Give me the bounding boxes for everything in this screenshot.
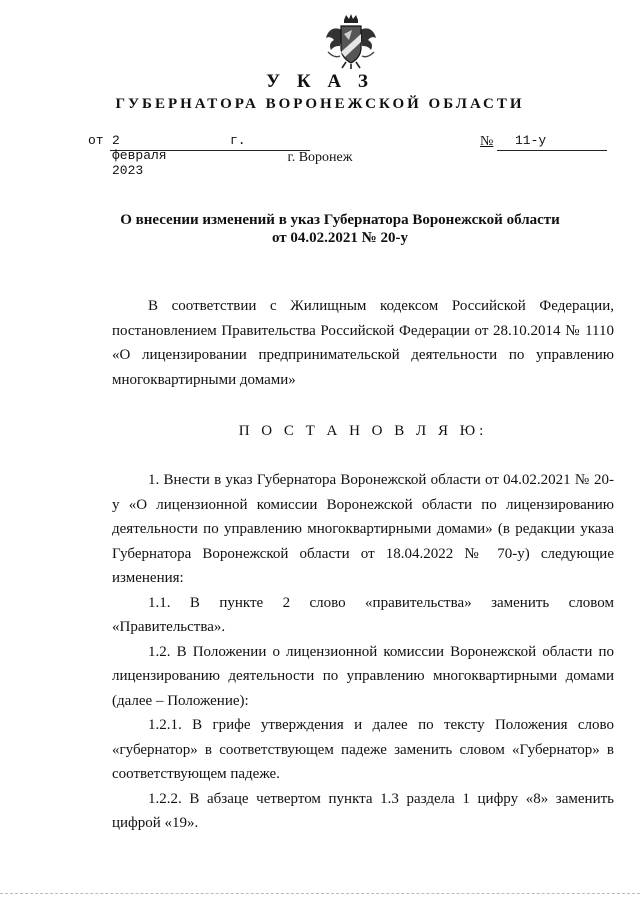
item-1-2: 1.2. В Положении о лицензионной комиссии Воронежской области по лицензированию деятельности по управлению многоквартирными домами (далее – Положение): [112,643,614,709]
item-1: 1. Внести в указ Губернатора Воронежской области от 04.02.2021 № 20-у «О лицензионной комиссии Воронежской области по лицензированию деятельности по управлению многоквартирными домами» (в редакции указа Губернатора Воронежской области от 18.04.2022 № 70-у) следующие изменения: [112,472,614,586]
intro-paragraph: В соответствии с Жилищным кодексом Российской Федерации, постановлением Правительства Российской Федерации от 28.10.2014 № 1110 «О лицензировании предпринимательской деятельности по управлению многоквартирными домами» [112,298,614,388]
document-body [112,294,614,836]
city-label: г. Воронеж [287,150,353,165]
item-1-1: 1.1. В пункте 2 слово «правительства» заменить словом «Правительства». [112,594,614,635]
decree-word: П О С Т А Н О В Л Я Ю: [238,423,488,439]
heading-line-2: от 04.02.2021 № 20-у [272,230,408,246]
document-number: 11-у [515,133,547,148]
heading-line-1: О внесении изменений в указ Губернатора Воронежской области [120,212,560,228]
date-prefix: от [88,133,104,148]
date-value: 2 февраля 2023 [112,133,167,178]
coat-of-arms-icon [322,12,380,70]
issuer-title: ГУБЕРНАТОРА ВОРОНЕЖСКОЙ ОБЛАСТИ [115,96,525,112]
number-label: № [480,134,494,149]
document-type-title: У К А З [266,71,374,92]
document-heading [100,211,580,247]
date-suffix: г. [230,133,246,148]
item-1-2-1: 1.2.1. В грифе утверждения и далее по тексту Положения слово «губернатор» в соответствующем падеже заменить словом «Губернатор» в соответствующем падеже. [112,717,614,782]
item-1-2-2: 1.2.2. В абзаце четвертом пункта 1.3 раздела 1 цифру «8» заменить цифрой «19». [112,790,614,831]
number-underline [497,133,607,151]
page-footer-divider [0,893,640,894]
